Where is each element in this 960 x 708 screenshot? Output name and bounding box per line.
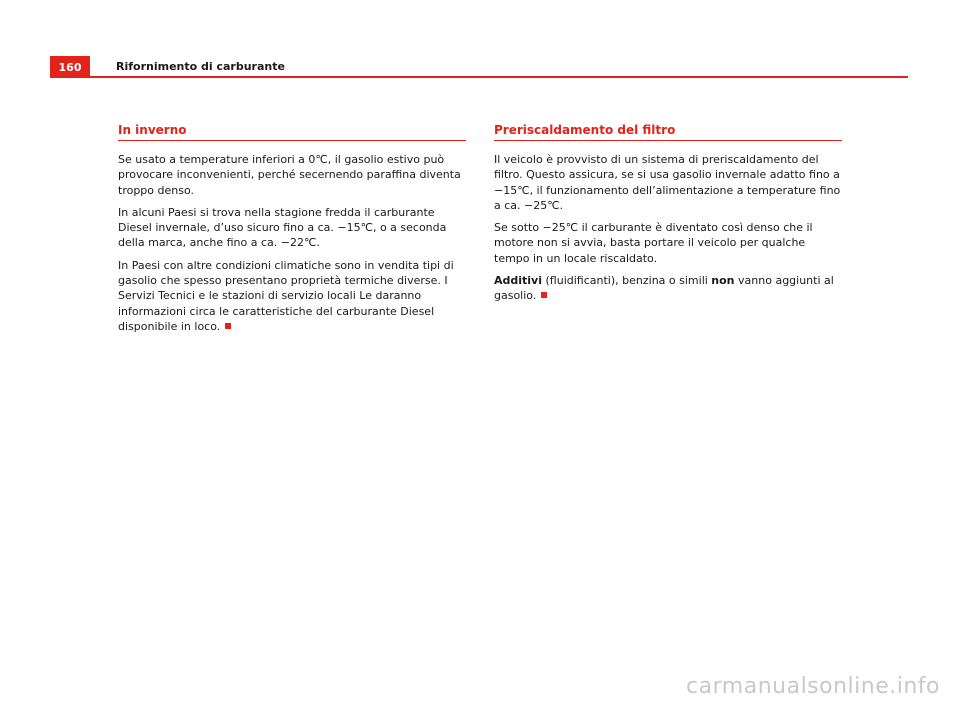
end-of-section-icon xyxy=(541,292,547,298)
paragraph xyxy=(494,152,842,213)
paragraph-text: Il veicolo è provvisto di un sistema di preriscaldamento del filtro. Questo assicura, se si usa gasolio invernale adatto fino a −15℃, il funzionamento dell’alimentazione a temperature fino a ca. −25℃. xyxy=(494,153,841,212)
keyword-non: non xyxy=(711,274,735,288)
paragraph-text: In alcuni Paesi si trova nella stagione fredda il carburante Diesel invernale, d’uso sicuro fino a ca. −15℃, o a seconda della marca, anche fino a ca. −22℃. xyxy=(118,205,447,250)
paragraph xyxy=(118,258,466,334)
paragraph-text: Se sotto −25℃ il carburante è diventato così denso che il motore non si avvia, basta portare il veicolo per qualche tempo in un locale riscaldato. xyxy=(494,221,813,265)
paragraph xyxy=(494,220,842,266)
section-heading-in-inverno: In inverno xyxy=(118,123,466,141)
section-heading-preriscaldamento: Preriscaldamento del filtro xyxy=(494,123,842,141)
page-number: 160 xyxy=(50,56,90,78)
paragraph-text: In Paesi con altre condizioni climatiche sono in vendita tipi di gasolio che spesso presentano proprietà termiche diverse. I Servizi Tecnici e le stazioni di servizio locali Le daranno informazioni circa le caratteristiche del carburante Diesel disponibile in loco. xyxy=(118,258,454,333)
keyword-additivi: Additivi xyxy=(494,274,543,288)
header-divider xyxy=(50,76,908,78)
paragraph-text: (fluidificanti), benzina o simili xyxy=(542,274,712,288)
end-of-section-icon xyxy=(225,323,231,329)
paragraph xyxy=(494,273,842,304)
paragraph-text: Se usato a temperature inferiori a 0℃, il gasolio estivo può provocare inconvenienti, perché secernendo paraffina diventa troppo denso. xyxy=(118,153,461,197)
watermark: carmanualsonline.info xyxy=(686,674,940,699)
paragraph-text: vanno aggiunti al gasolio. xyxy=(494,274,834,303)
paragraph xyxy=(118,205,466,251)
right-column xyxy=(494,123,842,311)
chapter-title: Rifornimento di carburante xyxy=(116,60,285,73)
paragraph xyxy=(118,152,466,198)
left-column xyxy=(118,123,466,341)
